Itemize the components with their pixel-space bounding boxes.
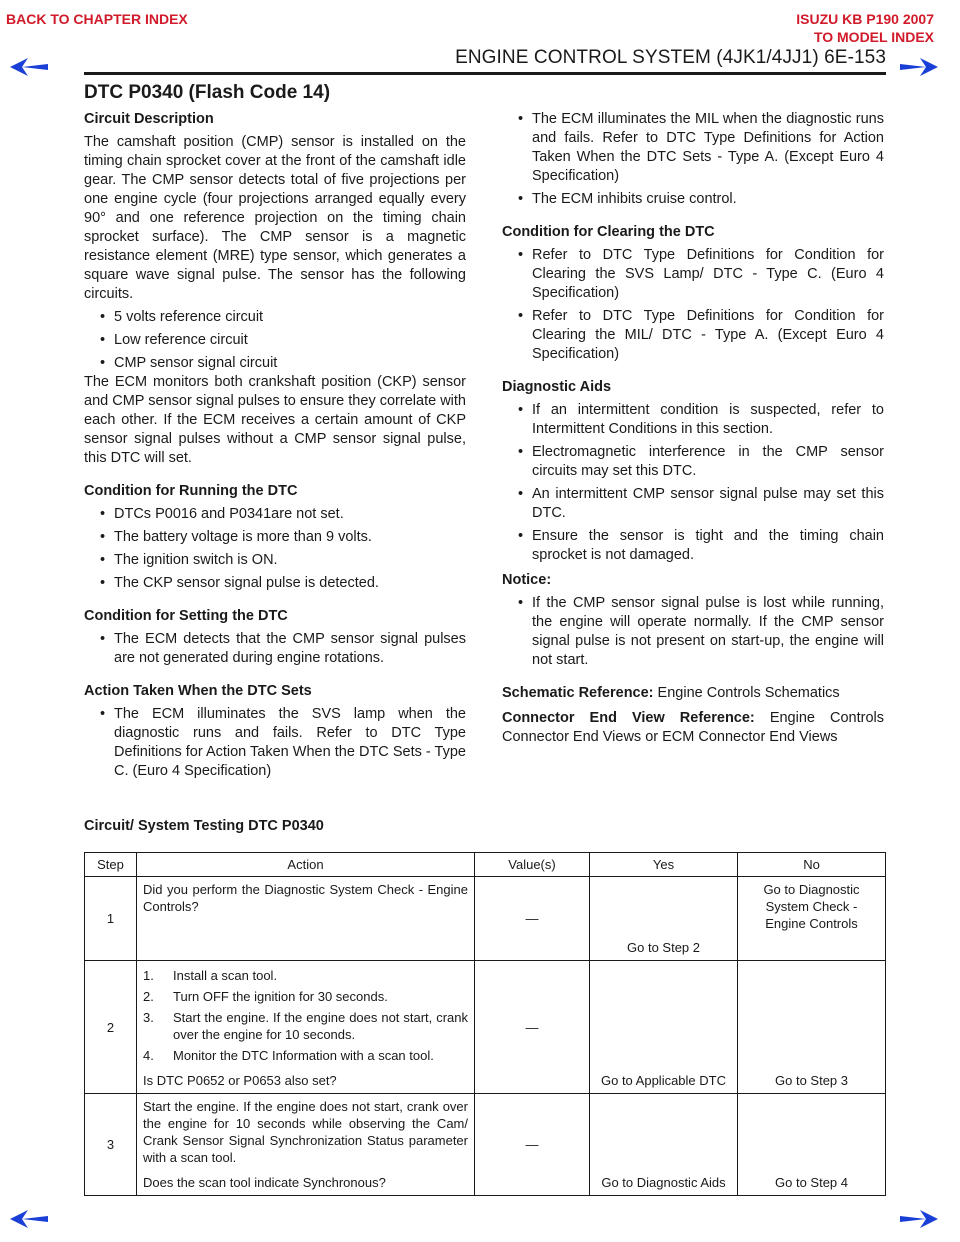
- list-item: • The ECM illuminates the SVS lamp when the diagnostic runs and fails. Refer to DTC Type Definitions for Action Taken When the DTC Sets - Type C. (Euro 4 Specification): [84, 705, 466, 781]
- circuit-description-text: The camshaft position (CMP) sensor is installed on the timing chain sprocket cover at the front of the camshaft idle gear. The CMP sensor detects total of five projections per one engine cycle (four projections arranged equally every 90° and one reference projection on the timing chain sprocket surface). The CMP sensor is a magnetic resistance element (MRE) type sensor, which generates a square wave signal pulse. The sensor has the following circuits.: [84, 134, 466, 302]
- list-item: • Refer to DTC Type Definitions for Condition for Clearing the SVS Lamp/ DTC - Type C. (Euro 4 Specification): [502, 246, 884, 303]
- step-number: 2: [85, 961, 137, 1094]
- step-value: —: [475, 1094, 590, 1196]
- circuit-monitor-text: The ECM monitors both crankshaft position (CKP) sensor and CMP sensor signal pulses to ensure they correlate with each other. If the ECM receives a certain amount of CKP sensor signal pulses without a CMP sensor signal pulse, this DTC will set.: [84, 374, 466, 466]
- diagnostic-aids-list: [502, 401, 884, 565]
- step-yes-link[interactable]: Go to Applicable DTC: [590, 961, 738, 1094]
- action-taken-list-continued: [502, 110, 884, 209]
- setting-conditions-heading: Condition for Setting the DTC: [84, 608, 288, 624]
- list-item: • The ignition switch is ON.: [84, 551, 466, 570]
- step-number: 3: [85, 1094, 137, 1196]
- connector-reference-label: Connector End View Reference:: [502, 710, 755, 726]
- list-item: 4. Monitor the DTC Information with a scan tool.: [143, 1048, 434, 1063]
- previous-page-arrow-icon[interactable]: [8, 1209, 52, 1229]
- list-item: • An intermittent CMP sensor signal pulse may set this DTC.: [502, 485, 884, 523]
- step-question: Is DTC P0652 or P0653 also set?: [143, 1073, 337, 1088]
- action-taken-heading: Action Taken When the DTC Sets: [84, 683, 312, 699]
- list-item: • CMP sensor signal circuit: [84, 354, 466, 373]
- step-action-text: Start the engine. If the engine does not start, crank over the engine for 10 seconds while observing the Cam/ Crank Sensor Signal Synchronization Status parameter with a scan tool.: [143, 1099, 468, 1165]
- clearing-conditions-list: [502, 246, 884, 364]
- diagnostic-aids-heading: Diagnostic Aids: [502, 379, 612, 395]
- left-column: [84, 110, 466, 785]
- list-item: 3. Start the engine. If the engine does not start, crank over the engine for 10 seconds.: [143, 1010, 468, 1042]
- list-item: • The ECM detects that the CMP sensor signal pulses are not generated during engine rotations.: [84, 630, 466, 668]
- dtc-title: DTC P0340 (Flash Code 14): [84, 82, 331, 103]
- list-item: • Refer to DTC Type Definitions for Condition for Clearing the MIL/ DTC - Type A. (Except Euro 4 Specification): [502, 307, 884, 364]
- step-yes-link[interactable]: Go to Diagnostic Aids: [590, 1094, 738, 1196]
- substep-list: [143, 967, 468, 1064]
- list-item: • Low reference circuit: [84, 331, 466, 350]
- step-question: Does the scan tool indicate Synchronous?: [143, 1175, 386, 1190]
- step-number: 1: [85, 877, 137, 961]
- step-action: Did you perform the Diagnostic System Check - Engine Controls?: [137, 877, 475, 961]
- list-item: • The battery voltage is more than 9 volts.: [84, 528, 466, 547]
- running-conditions-list: [84, 505, 466, 593]
- connector-reference: [502, 709, 884, 747]
- table-header-row: [85, 853, 886, 877]
- list-item: 2. Turn OFF the ignition for 30 seconds.: [143, 989, 388, 1004]
- column-header-step: Step: [85, 853, 137, 877]
- clearing-conditions-heading: Condition for Clearing the DTC: [502, 224, 715, 240]
- list-item: • Ensure the sensor is tight and the timing chain sprocket is not damaged.: [502, 527, 884, 565]
- page-header: ENGINE CONTROL SYSTEM (4JK1/4JJ1) 6E-153: [455, 47, 886, 68]
- running-conditions-heading: Condition for Running the DTC: [84, 483, 298, 499]
- table-row: [85, 961, 886, 1094]
- column-header-values: Value(s): [475, 853, 590, 877]
- list-item: • The ECM illuminates the MIL when the diagnostic runs and fails. Refer to DTC Type Definitions for Action Taken When the DTC Sets - Type A. (Except Euro 4 Specification): [502, 110, 884, 186]
- step-no-link[interactable]: Go to Diagnostic System Check - Engine Controls: [738, 877, 886, 961]
- step-yes-link[interactable]: Go to Step 2: [590, 877, 738, 961]
- table-title: Circuit/ System Testing DTC P0340: [84, 818, 324, 834]
- back-to-chapter-index-link[interactable]: BACK TO CHAPTER INDEX: [6, 11, 188, 27]
- step-action: [137, 1094, 475, 1196]
- back-to-model-index-link[interactable]: TO MODEL INDEX: [813, 29, 934, 45]
- circuit-description-heading: Circuit Description: [84, 111, 214, 127]
- list-item: 1. Install a scan tool.: [143, 968, 278, 983]
- list-item: • The ECM inhibits cruise control.: [502, 190, 884, 209]
- column-header-yes: Yes: [590, 853, 738, 877]
- table-row: [85, 877, 886, 961]
- step-no-link[interactable]: Go to Step 3: [738, 961, 886, 1094]
- list-item: • If an intermittent condition is suspected, refer to Intermittent Conditions in this section.: [502, 401, 884, 439]
- step-value: —: [475, 877, 590, 961]
- model-title-link[interactable]: ISUZU KB P190 2007: [796, 11, 934, 27]
- next-page-arrow-icon[interactable]: [896, 1209, 940, 1229]
- schematic-reference: [502, 684, 884, 703]
- schematic-reference-value[interactable]: Engine Controls Schematics: [653, 685, 840, 701]
- previous-page-arrow-icon[interactable]: [8, 57, 52, 77]
- list-item: • If the CMP sensor signal pulse is lost while running, the engine will operate normally. If the CMP sensor signal pulse is not present on start-up, the engine will not start.: [502, 594, 884, 670]
- column-header-no: No: [738, 853, 886, 877]
- schematic-reference-label: Schematic Reference:: [502, 685, 654, 701]
- step-action: [137, 961, 475, 1094]
- setting-conditions-list: [84, 630, 466, 668]
- action-taken-list: [84, 705, 466, 781]
- notice-heading: Notice:: [502, 572, 552, 588]
- list-item: • DTCs P0016 and P0341are not set.: [84, 505, 466, 524]
- step-value: —: [475, 961, 590, 1094]
- step-no-link[interactable]: Go to Step 4: [738, 1094, 886, 1196]
- column-header-action: Action: [137, 853, 475, 877]
- notice-list: [502, 594, 884, 670]
- right-column: [502, 110, 884, 751]
- connector-reference-value[interactable]: Engine Controls Connector End Views or ECM Connector End Views: [502, 710, 885, 745]
- header-divider: [84, 72, 886, 75]
- diagnostic-steps-table: [84, 852, 886, 1196]
- list-item: • 5 volts reference circuit: [84, 308, 466, 327]
- list-item: • Electromagnetic interference in the CMP sensor circuits may set this DTC.: [502, 443, 884, 481]
- table-row: [85, 1094, 886, 1196]
- circuit-list: [84, 308, 466, 373]
- next-page-arrow-icon[interactable]: [896, 57, 940, 77]
- list-item: • The CKP sensor signal pulse is detected.: [84, 574, 466, 593]
